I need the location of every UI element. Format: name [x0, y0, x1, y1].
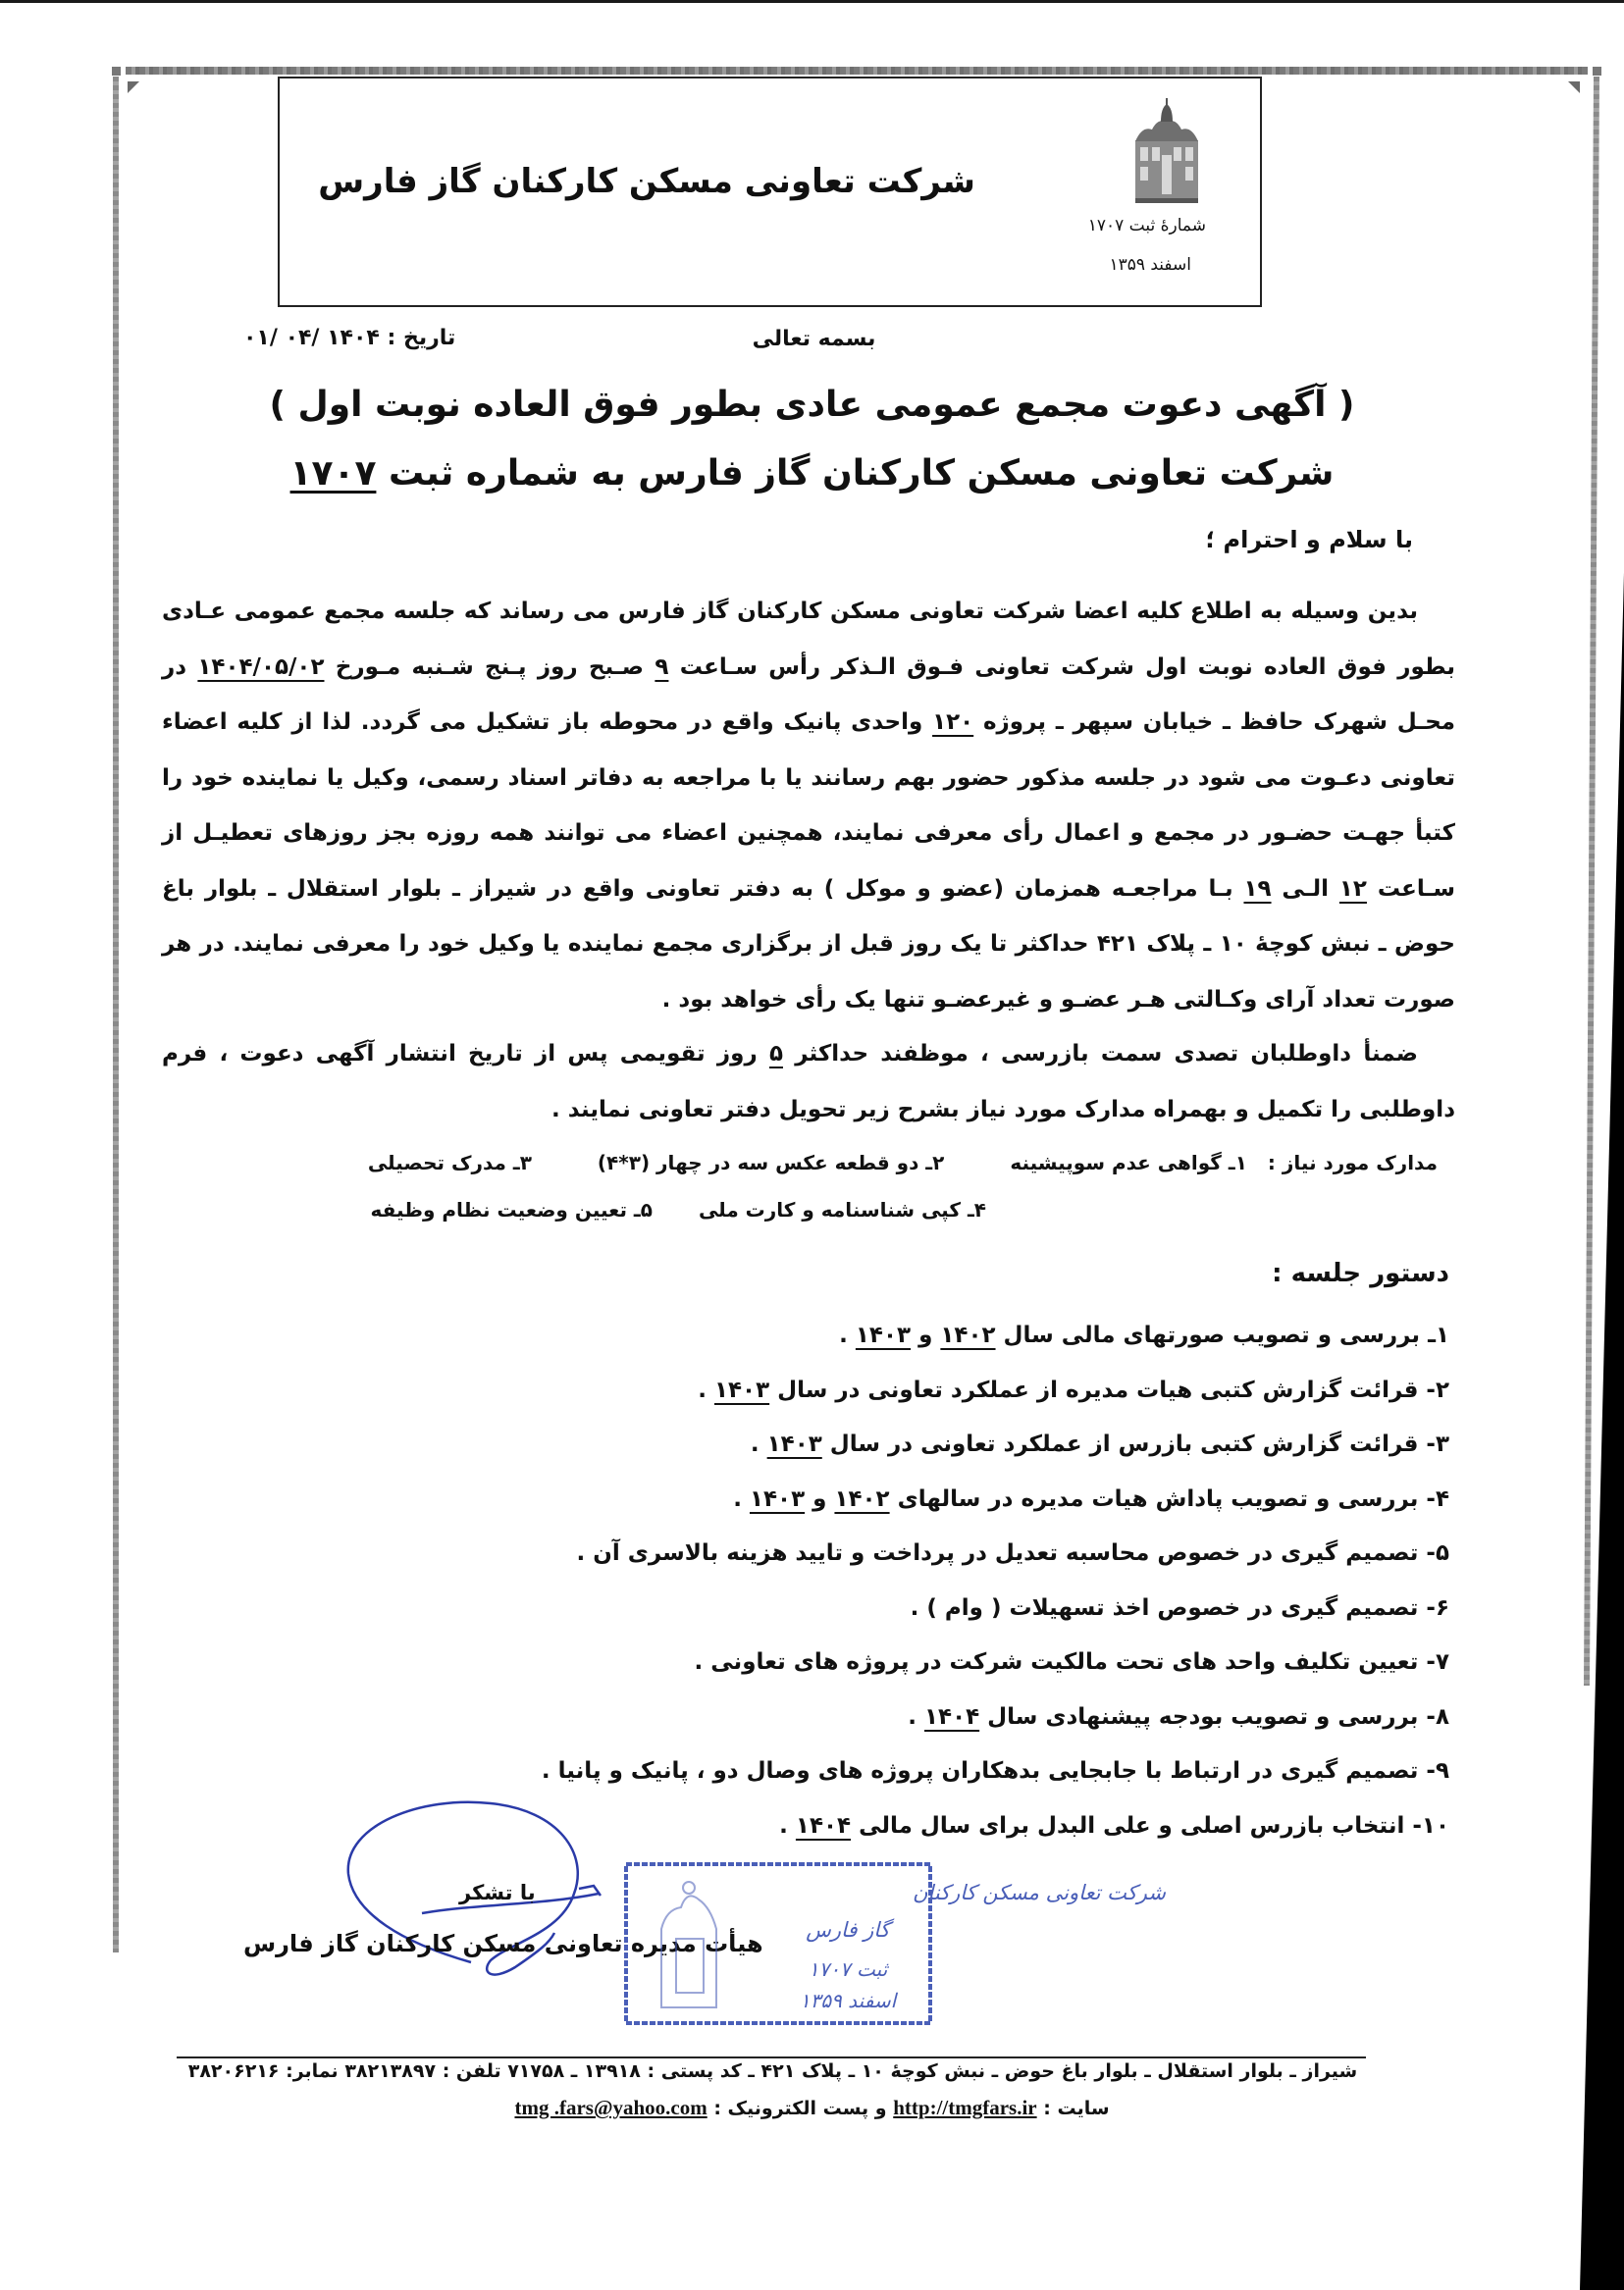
- paragraph-text: بدین وسیله به اطلاع کلیه اعضا شرکت تعاونی مسکن کارکنان گاز فارس می رساند که جلسه مجمع عمومی عـادی بطور فوق العاده نوبت اول شرکت تعاونی فـوق الـذکر رأس سـاعت: [162, 599, 1455, 680]
- invitation-paragraph: [162, 584, 1455, 1027]
- agenda-list: [542, 1309, 1449, 1853]
- agenda-item: [542, 1473, 1449, 1528]
- footer-contact: [0, 2096, 1624, 2120]
- company-stamp: [622, 1860, 1166, 2027]
- greeting: با سلام و احترام ؛: [1205, 526, 1413, 553]
- footer-address: شیراز ـ بلوار استقلال ـ بلوار باغ حوض ـ نبش کوچهٔ ۱۰ ـ پلاک ۴۲۱ ـ کد پستی : ۱۳۹۱۸ ـ ۷۱۷۵۸ تلفن : ۳۸۲۱۳۸۹۷ نمابر: ۳۸۲۰۶۲۱۶: [187, 2060, 1358, 2082]
- agenda-item: [542, 1364, 1449, 1419]
- required-documents-label: مدارک مورد نیاز :: [1267, 1151, 1438, 1174]
- email-label: و پست الکترونیک :: [713, 2098, 887, 2119]
- document-item: ۲ـ دو قطعه عکس سه در چهار (۳*۴): [597, 1151, 945, 1174]
- agenda-item: [542, 1636, 1449, 1691]
- notice-subtitle: [0, 453, 1624, 494]
- agenda-item-end: .: [839, 1323, 848, 1348]
- date-label: تاریخ :: [387, 326, 456, 350]
- stamp-text: شرکت تعاونی مسکن کارکنان: [913, 1881, 1166, 1904]
- document-item: ۴ـ کپی شناسنامه و کارت ملی: [698, 1198, 986, 1222]
- closing-thanks: با تشکر: [459, 1881, 536, 1904]
- registration-number: شمارهٔ ثبت ۱۷۰۷: [1087, 216, 1206, 235]
- paragraph-text: بـا مراجعـه همزمان (عضو و موکل ) به دفتر تعاونی واقع در شیراز ـ بلوار استقلال ـ بلوار باغ حوض ـ نبش کوچهٔ ۱۰ ـ پلاک ۴۲۱ حداکثر تا یک روز قبل از برگزاری مجمع نماینده یا وکیل خود را معرفی نمایند. در هر صورت تعداد آرای وکـالتی هـر عضـو و غیرعضـو تنها یک رأی خواهد بود .: [162, 875, 1455, 1013]
- agenda-item-text: ۶- تصمیم گیری در خصوص اخذ تسهیلات ( وام ) .: [910, 1594, 1449, 1621]
- meeting-date: ۱۴۰۴/۰۵/۰۲: [197, 653, 325, 680]
- agenda-year: ۱۴۰۳: [855, 1323, 912, 1348]
- required-documents-row-1: [368, 1151, 1438, 1174]
- date-value: ۱۴۰۴ /۰۴ /۰۱: [243, 326, 380, 350]
- agenda-item-text: ۳- قرائت گزارش کتبی بازرس از عملکرد تعاونی در سال: [829, 1431, 1449, 1457]
- company-name: شرکت تعاونی مسکن کارکنان گاز فارس: [318, 162, 975, 201]
- page-border-top: [126, 67, 1588, 75]
- agenda-item-end: .: [750, 1431, 760, 1457]
- agenda-joiner: و: [918, 1323, 933, 1348]
- paragraph-text: صـبح روز پـنج شـنبه مـورخ: [335, 653, 645, 680]
- agenda-heading: دستور جلسه :: [1272, 1259, 1449, 1288]
- paragraph-text: واحدی پانیک واقع در محوطه باز تشکیل می گردد. لذا از کلیه اعضاء تعاونی دعـوت می شود در جلسه مذکور حضور بهم رسانند یا با مراجعه به دفاتر اسناد رسمی، وکیل یا نماینده خود را کتبأ جهـت حضـور در مجمع و اعمال رأی معرفی نمایند، همچنین اعضاء می توانند همه روزه بجز روزهای تعطیـل از سـاعت: [162, 709, 1455, 902]
- agenda-item-end: .: [733, 1485, 742, 1512]
- corner-ornament-right: [1568, 81, 1580, 93]
- meeting-hour: ۹: [655, 653, 669, 680]
- stamp-text: گاز فارس: [806, 1918, 890, 1942]
- agenda-item: [542, 1582, 1449, 1637]
- agenda-year: ۱۴۰۲: [834, 1485, 890, 1512]
- agenda-item: [542, 1691, 1449, 1745]
- paragraph-text: در محـل شهرک حافظ ـ خیابان سپهر ـ پروژه: [162, 653, 1456, 735]
- agenda-year: ۱۴۰۳: [766, 1431, 822, 1457]
- stamp-text: ثبت ۱۷۰۷: [808, 1957, 888, 1981]
- office-hours-from: ۱۲: [1338, 875, 1367, 902]
- agenda-item-text: ۲- قرائت گزارش کتبی هیات مدیره از عملکرد تعاونی در سال: [777, 1377, 1449, 1403]
- registration-number-highlight: ۱۷۰۷: [289, 453, 377, 494]
- footer-divider: [177, 2056, 1366, 2058]
- document-item: ۱ـ گواهی عدم سوپیشینه: [1010, 1151, 1247, 1174]
- notice-title: ( آگهی دعوت مجمع عمومی عادی بطور فوق العاده نوبت اول ): [269, 385, 1355, 425]
- agenda-item-end: .: [779, 1812, 788, 1839]
- corner-ornament-left: [128, 81, 139, 93]
- invocation-text: بسمه تعالی: [752, 327, 876, 351]
- email-link[interactable]: tmg .fars@yahoo.com: [514, 2096, 707, 2119]
- agenda-item-text: ۷- تعیین تکلیف واحد های تحت مالکیت شرکت در پروژه های تعاونی .: [694, 1649, 1449, 1675]
- agenda-item-text: ۹- تصمیم گیری در ارتباط با جابجایی بدهکاران پروژه های وصال دو ، پانیک و پانیا .: [541, 1758, 1449, 1784]
- agenda-item: [542, 1309, 1449, 1364]
- paragraph-text: الـی: [1282, 875, 1330, 902]
- agenda-year: ۱۴۰۲: [940, 1323, 996, 1348]
- scan-edge-top: [0, 0, 1624, 3]
- signatory: هیأت مدیره تعاونی مسکن کارکنان گاز فارس: [243, 1930, 763, 1957]
- page-border-right: [1584, 77, 1599, 1686]
- project-units: ۱۲۰: [932, 709, 974, 735]
- office-hours-to: ۱۹: [1243, 875, 1272, 902]
- agenda-item: [542, 1418, 1449, 1473]
- agenda-item-text: ۴- بررسی و تصویب پاداش هیات مدیره در سالهای: [897, 1485, 1449, 1512]
- agenda-joiner: و: [812, 1485, 827, 1512]
- agenda-item-end: .: [698, 1377, 707, 1403]
- required-documents-row-2: [370, 1198, 986, 1222]
- agenda-item-end: .: [908, 1703, 917, 1730]
- agenda-item-text: ۵- تصمیم گیری در خصوص محاسبه تعدیل در پرداخت و تایید هزینه بالاسری آن .: [576, 1540, 1449, 1566]
- agenda-year: ۱۴۰۳: [713, 1377, 770, 1403]
- site-label: سایت :: [1043, 2098, 1110, 2119]
- border-corner-top-right: [1593, 67, 1601, 76]
- building-emblem-logo: [1132, 96, 1201, 206]
- agenda-item-text: ۸- بررسی و تصویب بودجه پیشنهادی سال: [987, 1703, 1449, 1730]
- website-link[interactable]: http://tmgfars.ir: [893, 2096, 1037, 2119]
- agenda-item-text: ۱ـ بررسی و تصویب صورتهای مالی سال: [1003, 1323, 1449, 1348]
- agenda-year: ۱۴۰۴: [795, 1812, 852, 1839]
- registration-date: اسفند ۱۳۵۹: [1109, 255, 1191, 275]
- document-item: ۳ـ مدرک تحصیلی: [367, 1151, 532, 1174]
- paragraph-text: روز تقویمی پس از تاریخ انتشار آگهی دعوت ، فرم داوطلبی را تکمیل و بهمراه مدارک مورد نیاز بشرح زیر تحویل دفتر تعاونی نمایند .: [162, 1041, 1455, 1122]
- agenda-year: ۱۴۰۴: [924, 1703, 980, 1730]
- document-item: ۵ـ تعیین وضعیت نظام وظیفه: [370, 1198, 653, 1222]
- document-date: [243, 326, 455, 350]
- agenda-item: [542, 1799, 1449, 1854]
- inspector-candidates-paragraph: [162, 1026, 1455, 1137]
- border-corner-top-left: [112, 67, 121, 76]
- paragraph-text: ضمنأ داوطلبان تصدی سمت بازرسی ، موظفند حداکثر: [795, 1041, 1418, 1067]
- stamp-text: اسفند ۱۳۵۹: [799, 1989, 897, 2012]
- agenda-item: [542, 1527, 1449, 1582]
- deadline-days: ۵: [768, 1041, 783, 1067]
- subtitle-text: شرکت تعاونی مسکن کارکنان گاز فارس به شماره ثبت: [388, 453, 1335, 494]
- agenda-year: ۱۴۰۳: [749, 1485, 806, 1512]
- page-border-left: [113, 77, 119, 1952]
- letterhead-box: [278, 77, 1262, 307]
- agenda-item: [542, 1744, 1449, 1799]
- agenda-item-text: ۱۰- انتخاب بازرس اصلی و علی البدل برای سال مالی: [859, 1812, 1449, 1839]
